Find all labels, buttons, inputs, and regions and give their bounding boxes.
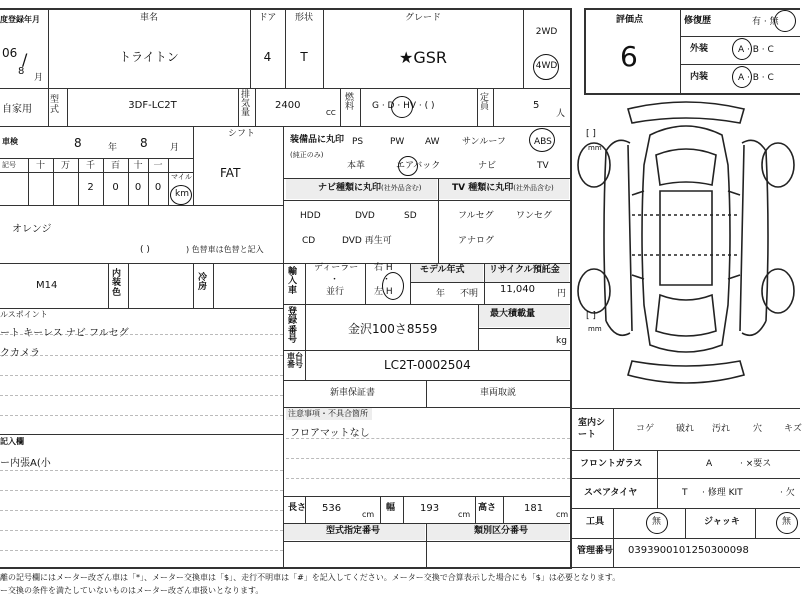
remarks-line1: ー内張A(小 [0, 458, 51, 469]
height-label: 高さ [478, 503, 497, 513]
diagram-mm-bottom: mm [588, 325, 602, 333]
displacement-label: 排気量 [241, 90, 251, 118]
score-frame-top [584, 8, 800, 10]
fuel-label: 燃料 [345, 93, 355, 112]
equip-item: AW [425, 137, 440, 147]
nav-title: ナビ種類に丸印(社外品含む) [318, 183, 422, 193]
seat-condition-item: 汚れ [712, 424, 731, 434]
warranty-manual: 車両取説 [480, 388, 517, 398]
length-label: 長さ [288, 503, 307, 513]
equip-item: ナビ [478, 161, 497, 171]
shape-value: T [300, 50, 308, 64]
mileage-note-label: 記号 [2, 161, 16, 169]
color-paren: ( ) [140, 245, 150, 255]
drive-4wd-circle [533, 54, 559, 80]
drive-2wd: 2WD [535, 27, 558, 37]
doors-value: 4 [263, 50, 272, 64]
nav-option: DVD [355, 211, 375, 221]
car-name-label: 車名 [139, 13, 158, 23]
caution-label: 注意事項・不具合箇所 [288, 409, 368, 418]
mileage-digit: 0 [154, 182, 162, 193]
type-cert-label: 型式指定番号 [326, 526, 381, 536]
color-value: オレンジ [12, 224, 52, 235]
jack-none-circle [776, 512, 798, 534]
length-unit: cm [362, 510, 375, 519]
seat-condition-item: コゲ [636, 424, 655, 434]
drive-4wd: 4WD [535, 61, 558, 71]
score-frame-left [584, 8, 586, 94]
repair-history-options: 有 · 無 [752, 17, 779, 27]
diagram-bracket-bottom: [ ] [586, 311, 596, 321]
tools-label: 工具 [586, 517, 605, 527]
model-label: 型式 [50, 95, 60, 115]
registration-value: 金沢100さ8559 [348, 322, 438, 336]
interior-a-circle [732, 66, 752, 88]
management-number-label: 管理番号 [577, 546, 614, 556]
shape-label: 形状 [294, 13, 313, 23]
tools-value: 無 [652, 517, 662, 527]
equip-item: ABS [534, 137, 552, 147]
frame-bottom [0, 567, 572, 569]
diagram-bracket-top: [ ] [586, 129, 596, 139]
digit-label: 千 [85, 161, 95, 171]
shift-label: シフト [228, 129, 256, 139]
max-load-label: 最大積載量 [490, 309, 536, 319]
spare-option: · 修理 KIT [702, 488, 743, 498]
windshield-option: A [706, 459, 713, 469]
model-year-unknown: 不明 [460, 289, 479, 299]
mileage-unit-mile: マイル [171, 173, 192, 181]
grade-value: ★GSR [398, 48, 447, 67]
seat-condition-item: 穴 [753, 424, 763, 434]
caution-value: フロアマットなし [290, 428, 370, 439]
score-value: 6 [620, 40, 638, 73]
fuel-options: G · D · HV · ( ) [372, 101, 435, 111]
tools-none-circle [646, 512, 668, 534]
interior-seat-label: 室内シート [578, 418, 606, 440]
digit-label: 十 [35, 161, 45, 171]
equip-item: PW [390, 137, 405, 147]
displacement-value: 2400 [275, 100, 301, 111]
model-year-label: モデル年式 [420, 265, 465, 275]
spare-tire-label: スペアタイヤ [584, 488, 638, 498]
right-hand: 右 H [374, 263, 393, 273]
equipment-label: 装備品に丸印 [290, 135, 345, 145]
grade-label: グレード [404, 13, 441, 23]
width-unit: cm [458, 510, 471, 519]
displacement-unit: CC [326, 109, 336, 117]
km-circle [170, 185, 192, 205]
jack-value: 無 [782, 517, 792, 527]
import-parallel: 並行 [326, 287, 345, 297]
car-name: トライトン [119, 50, 179, 64]
nav-option: HDD [300, 211, 321, 221]
height-value: 181 [524, 503, 544, 514]
inspection-year: 8 [74, 136, 82, 150]
jack-label: ジャッキ [704, 517, 740, 527]
tv-option: アナログ [458, 236, 495, 246]
car-outline-icon [572, 95, 800, 408]
spare-option: · 欠 [780, 488, 795, 498]
capacity-unit: 人 [556, 109, 566, 119]
chassis-value: LC2T-0002504 [384, 358, 471, 372]
tv-option: フルセグ [458, 211, 494, 221]
tv-title: TV 種類に丸印(社外品含む) [452, 183, 554, 193]
equip-item: PS [352, 137, 364, 147]
import-label: 輸入車 [288, 267, 298, 296]
interior-label: 内装 [690, 72, 709, 82]
fuel-diesel-circle [391, 96, 413, 118]
mileage-unit-km: km [175, 189, 189, 199]
first-registration-label: 度登録年月 [0, 15, 40, 24]
seat-condition-item: 破れ [676, 424, 695, 434]
interior-color-label: 内装色 [112, 269, 122, 298]
abs-circle [529, 128, 555, 152]
class-number-label: 類別区分番号 [474, 526, 529, 536]
doors-label: ドア [258, 13, 277, 23]
mileage-digit: 2 [87, 182, 94, 193]
left-hand: 左 H [374, 287, 393, 297]
sales-point-line2: クカメラ [0, 348, 40, 359]
management-number-value: 0393900101250300098 [628, 545, 749, 556]
max-load-unit: kg [556, 336, 567, 346]
repair-history-label: 修復歴 [684, 16, 712, 26]
nav-option: CD [302, 236, 316, 246]
width-value: 193 [420, 503, 440, 514]
car-damage-diagram [572, 95, 800, 408]
model-value: 3DF-LC2T [128, 100, 177, 111]
equip-item: サンルーフ [462, 137, 506, 147]
inspection-month-unit: 月 [170, 143, 180, 153]
digit-label: 十 [133, 161, 143, 171]
year-separator: / [22, 50, 28, 69]
model-year-unit: 年 [436, 289, 446, 299]
exterior-label: 外装 [690, 44, 709, 54]
recycle-value: 11,040 [500, 284, 535, 295]
registration-year: 06 [2, 46, 18, 60]
spare-option: T [682, 488, 688, 498]
footer-note-line2: ー交換の条件を満たしていないものはメーター改ざん車扱いとなります。 [0, 586, 264, 595]
registration-label: 登録番号 [288, 307, 298, 346]
recycle-label: リサイクル預託金 [489, 265, 560, 275]
registration-month-unit: 月 [34, 73, 44, 83]
warranty-new-car: 新車保証書 [330, 388, 376, 398]
digit-label: 万 [60, 161, 70, 171]
interior-options: A · B · C [738, 73, 774, 83]
inspection-year-unit: 年 [108, 143, 118, 153]
windshield-label: フロントガラス [580, 459, 643, 469]
mileage-digit: 0 [112, 182, 119, 193]
inspection-label: 車検 [2, 137, 18, 146]
digit-label: 一 [153, 161, 163, 171]
equip-item: エアバック [396, 161, 441, 171]
equip-item: 本革 [347, 161, 366, 171]
repair-none-circle [774, 10, 796, 32]
diagram-mm-top: mm [588, 144, 602, 152]
nav-option: DVD 再生可 [342, 236, 392, 246]
hand-dot: ・ [382, 275, 392, 285]
nav-option: SD [404, 211, 417, 221]
footer-note-line1: 離の記号欄にはメーター改ざん車は「*」、メーター交換車は「$」、走行不明車は「#」を記入してください。メーター交換で合算表示した場合にも「$」は必要となります。 [0, 573, 621, 582]
import-dot: ・ [330, 275, 340, 285]
exterior-a-circle [732, 38, 752, 60]
height-unit: cm [556, 510, 569, 519]
import-dealer: ディーラー [314, 263, 359, 273]
exterior-options: A · B · C [738, 45, 774, 55]
left-hand-circle [382, 272, 404, 300]
sales-point-label: ルスポイント [0, 310, 48, 319]
frame-top [0, 8, 572, 10]
usage-value: 自家用 [2, 104, 32, 115]
recycle-unit: 円 [557, 289, 567, 299]
equip-item: TV [537, 161, 549, 171]
chassis-label: 車台番号 [287, 352, 303, 370]
seat-condition-item: キズ [784, 424, 802, 434]
score-label: 評価点 [616, 15, 644, 25]
tv-option: ワンセグ [516, 211, 553, 221]
sales-point-line1: ート キーレス ナビ フルセグ [0, 328, 129, 339]
width-label: 幅 [386, 503, 396, 513]
inspection-month: 8 [140, 136, 148, 150]
capacity-label: 定員 [480, 93, 490, 112]
color-note: ) 色替車は色替と記入 [186, 245, 264, 254]
windshield-option: · ×要ス [740, 459, 772, 469]
mileage-digit: 0 [134, 182, 142, 193]
registration-month: 8 [18, 66, 25, 77]
equipment-sub: (純正のみ) [290, 151, 324, 159]
length-value: 536 [322, 503, 342, 514]
capacity-value: 5 [533, 100, 540, 111]
digit-label: 百 [110, 161, 120, 171]
aircon-label: 冷房 [198, 273, 208, 293]
color-code: M14 [36, 280, 58, 291]
remarks-label: 記入欄 [0, 437, 24, 446]
airbag-circle [398, 156, 418, 176]
shift-value: FAT [220, 166, 241, 180]
